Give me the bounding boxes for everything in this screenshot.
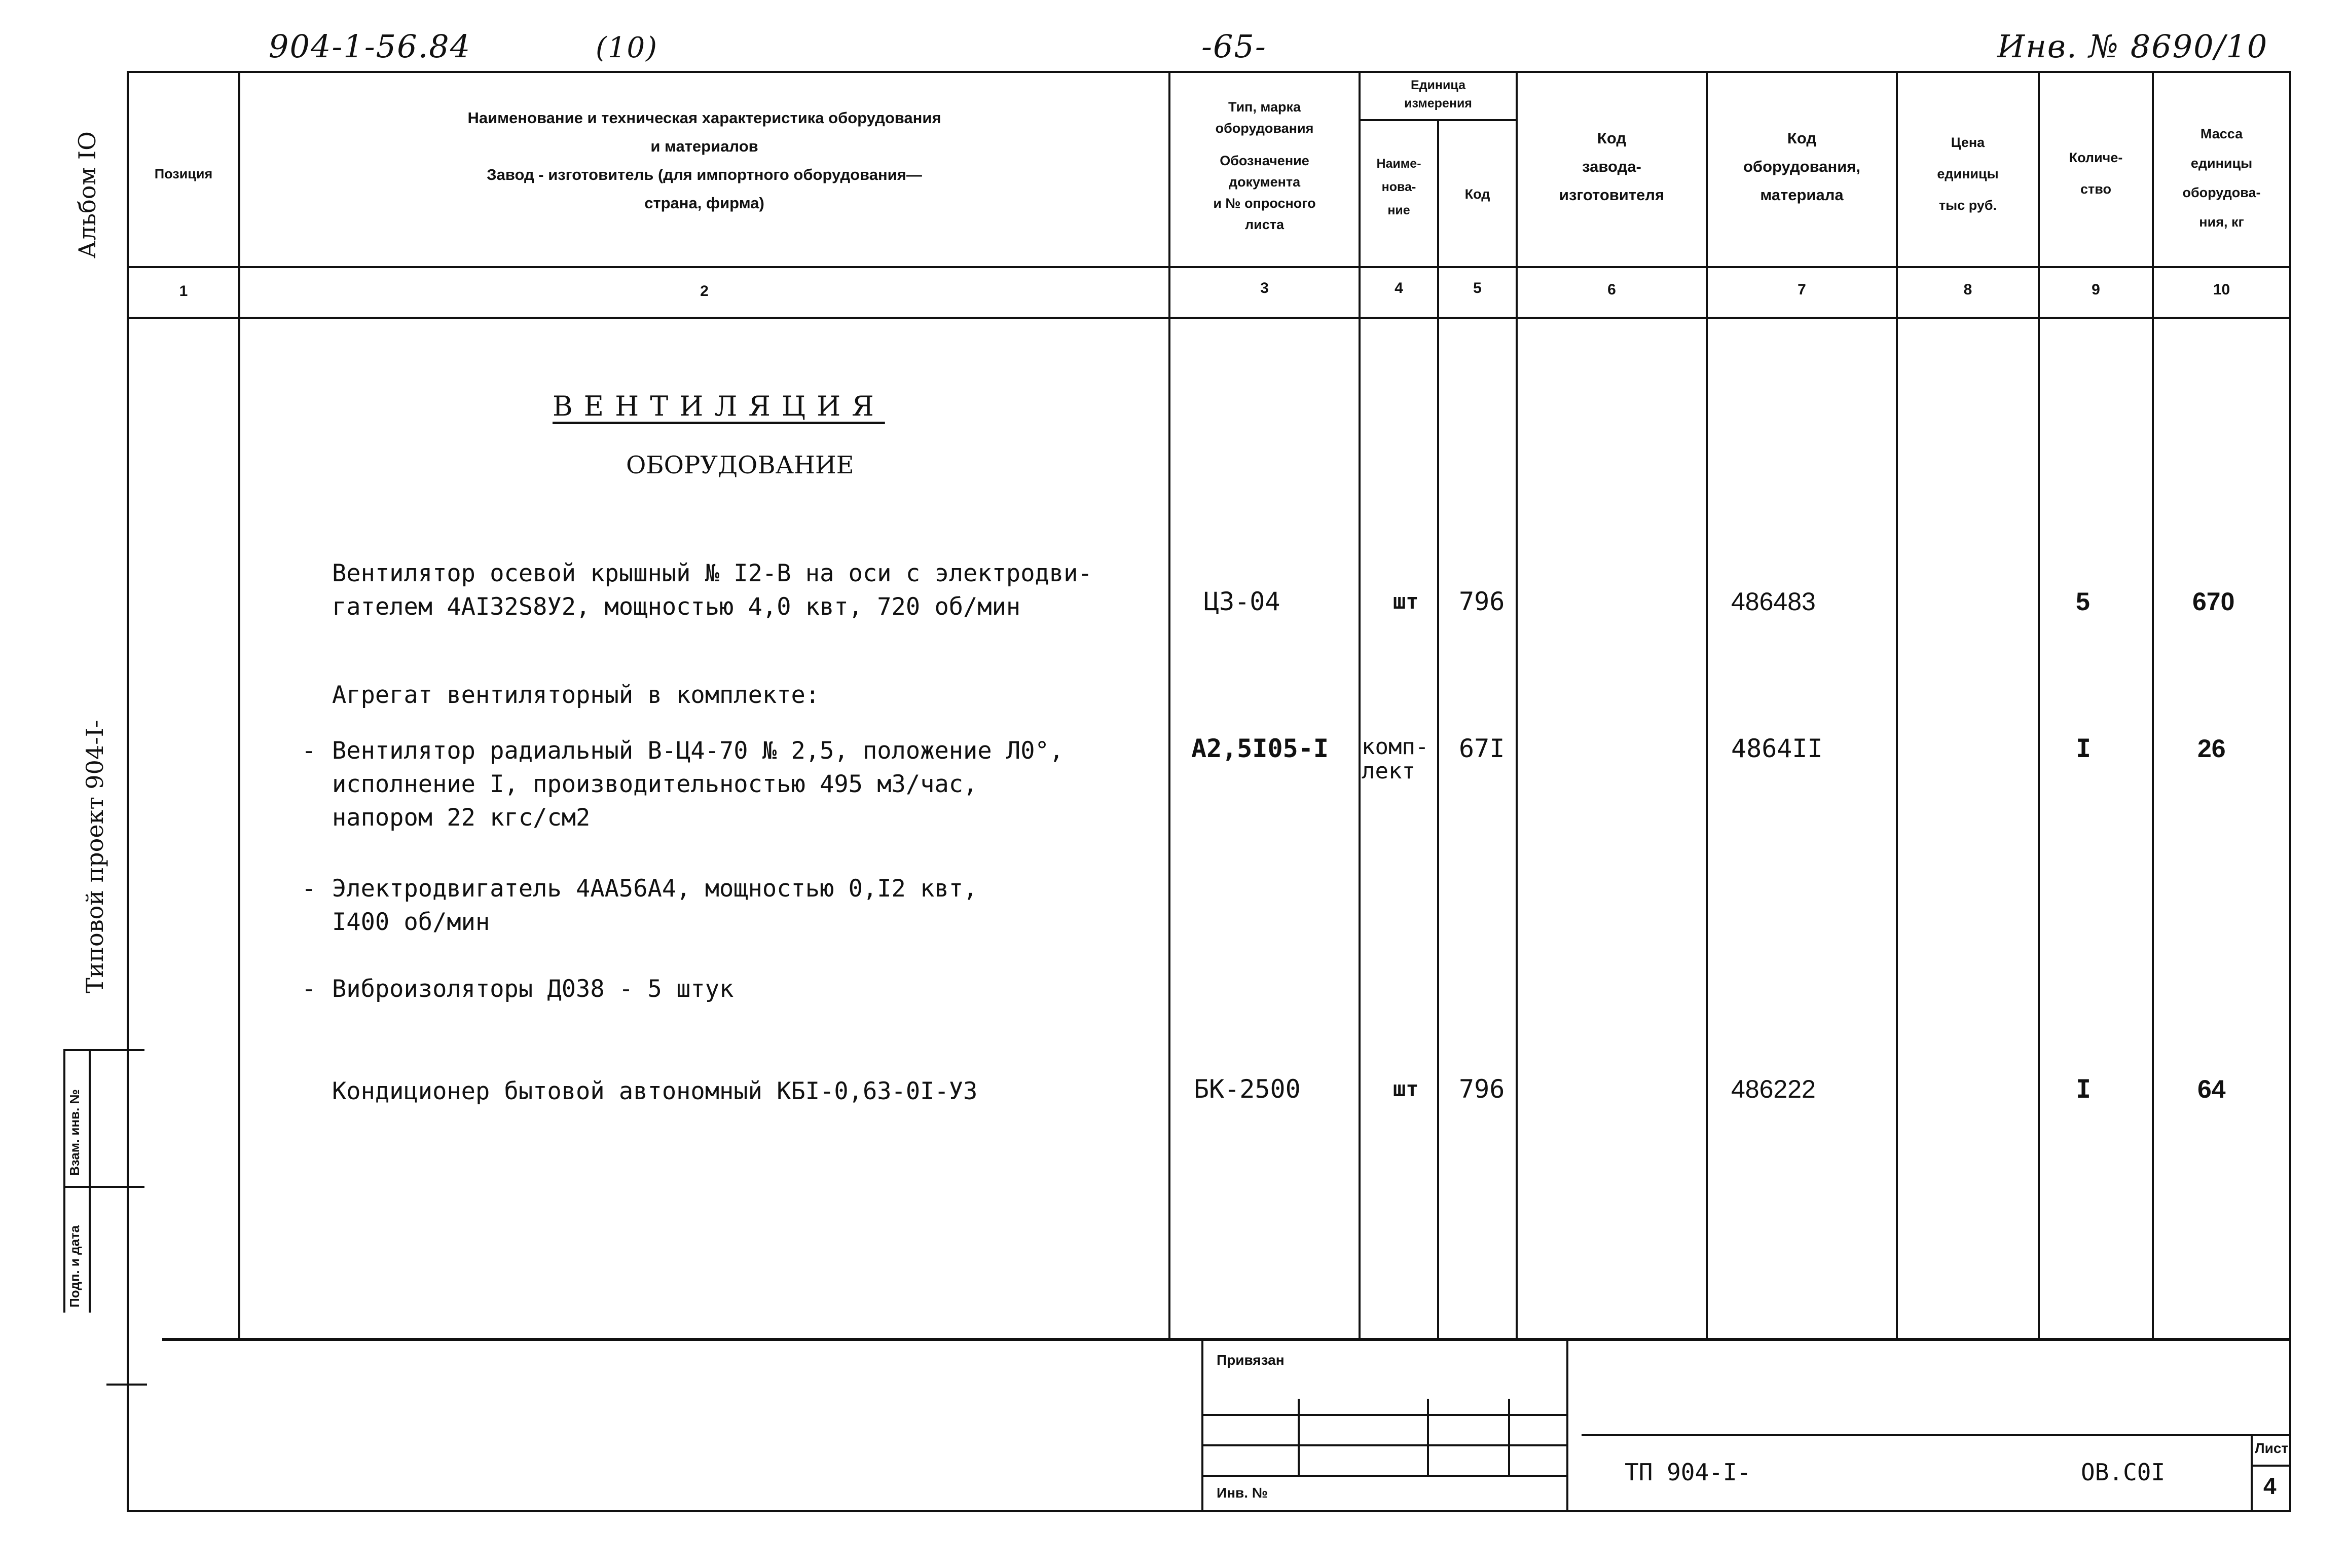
radial-description-line: Вентилятор радиальный В-Ц4-70 № 2,5, положение Л0°, <box>332 737 1064 765</box>
header-equip-line: оборудования, <box>1743 158 1860 175</box>
title-block-line <box>2251 1465 2291 1467</box>
header-type <box>1170 96 1359 235</box>
header-type-line: оборудования <box>1215 121 1314 136</box>
header-qty-line: Количе- <box>2069 150 2123 165</box>
column-line <box>1706 71 1708 1338</box>
aggregate-title: Агрегат вентиляторный в комплекте: <box>332 681 820 709</box>
radial-mass: 26 <box>2197 734 2226 763</box>
header-mass-line: ния, кг <box>2199 214 2244 230</box>
header-quantity <box>2040 142 2152 205</box>
fan-description-line: гателем 4АI32S8У2, мощностью 4,0 квт, 720 об/мин <box>332 593 1021 621</box>
section-subtitle: ОБОРУДОВАНИЕ <box>626 451 854 479</box>
column-number: 6 <box>1607 281 1616 298</box>
header-type-line: документа <box>1228 174 1301 190</box>
header-price-line: Цена <box>1951 135 1985 150</box>
header-name-line: Завод - изготовитель (для импортного оборудования— <box>487 166 922 183</box>
project-label: Типовой проект 904-I- <box>81 720 108 993</box>
stamp-line <box>63 1049 65 1313</box>
header-unit-line: Единица <box>1411 78 1465 92</box>
header-plant-code <box>1518 124 1706 209</box>
sheet-number: 4 <box>2263 1473 2277 1499</box>
header-name-line: страна, фирма) <box>644 194 764 212</box>
header-price-line: тыс руб. <box>1938 198 1997 213</box>
inventory-label: Инв. № <box>1217 1485 1268 1501</box>
header-name-line: Наименование и техническая характеристика оборудования <box>467 109 941 127</box>
header-name <box>240 104 1168 217</box>
header-type-line: Обозначение <box>1220 153 1309 168</box>
header-equip-line: материала <box>1760 186 1844 204</box>
title-block-line <box>1201 1444 1566 1446</box>
header-unit <box>1361 76 1516 113</box>
header-unit-name <box>1361 152 1437 222</box>
title-block-line <box>1566 1338 1568 1510</box>
header-unit-name-line: Наиме- <box>1376 157 1421 171</box>
header-qty-line: ство <box>2080 181 2111 197</box>
title-block-line <box>1582 1434 2291 1436</box>
radial-unit <box>1362 735 1428 783</box>
fan-unit-code: 796 <box>1459 587 1505 616</box>
header-position: Позиция <box>154 166 213 181</box>
header-divider <box>127 266 2291 268</box>
radial-unit-line: лект <box>1362 758 1415 784</box>
header-equipment-code <box>1708 124 1896 209</box>
radial-unit-line: комп- <box>1362 734 1429 760</box>
column-line <box>238 71 240 1338</box>
replaces-inv-label: Взам. инв. № <box>67 1089 82 1176</box>
column-number: 10 <box>2213 281 2230 298</box>
vibro-dash: - <box>302 975 316 1003</box>
motor-description-line: Электродвигатель 4АА56А4, мощностью 0,I2 квт, <box>332 875 978 903</box>
title-block-line <box>1201 1414 1566 1416</box>
column-line <box>1359 71 1361 1338</box>
motor-description-line: I400 об/мин <box>332 908 490 936</box>
title-block-line <box>2251 1434 2253 1510</box>
ac-unit: шт <box>1393 1076 1419 1101</box>
ac-unit-code: 796 <box>1459 1074 1505 1104</box>
page-number-handwritten: -65- <box>1201 28 1267 65</box>
title-block-line <box>1201 1475 1566 1477</box>
document-designation: ТП 904-I- <box>1625 1459 1751 1486</box>
stamp-line <box>89 1049 91 1313</box>
ac-mass: 64 <box>2197 1075 2226 1103</box>
column-line <box>1168 71 1170 1338</box>
ac-type: БК-2500 <box>1194 1074 1301 1104</box>
fan-type: Ц3-04 <box>1204 587 1280 616</box>
header-unit-name-line: нова- <box>1381 180 1416 194</box>
radial-type: А2,5I05-I <box>1191 734 1329 763</box>
column-number: 4 <box>1395 280 1403 296</box>
album-label: Альбом IO <box>74 131 101 258</box>
header-plant-line: изготовителя <box>1559 186 1665 204</box>
fan-quantity: 5 <box>2076 587 2090 616</box>
title-block-line <box>1508 1399 1510 1475</box>
radial-description-line: напором 22 кгс/см2 <box>332 804 591 832</box>
motor-dash: - <box>302 875 316 903</box>
radial-unit-code: 67I <box>1459 734 1505 763</box>
column-line <box>1516 71 1518 1338</box>
header-mass-line: оборудова- <box>2182 185 2261 200</box>
ac-quantity: I <box>2076 1074 2092 1104</box>
column-number: 2 <box>700 283 709 300</box>
column-number: 5 <box>1473 280 1482 296</box>
column-number: 8 <box>1963 281 1972 298</box>
title-block-line <box>1427 1399 1429 1475</box>
header-unit-line: измерения <box>1404 96 1472 110</box>
title-block-line <box>1201 1338 1203 1510</box>
header-plant-line: Код <box>1597 129 1627 147</box>
header-mass-line: единицы <box>2190 156 2253 171</box>
column-number: 1 <box>179 283 188 300</box>
header-mass <box>2154 119 2289 237</box>
header-unit-name-line: ние <box>1387 203 1410 217</box>
radial-equipment-code: 4864II <box>1731 734 1823 763</box>
header-divider <box>127 317 2291 319</box>
linked-label: Привязан <box>1217 1352 1285 1368</box>
header-type-line: листа <box>1244 217 1284 232</box>
header-price-line: единицы <box>1937 166 1999 181</box>
vibro-description: Виброизоляторы Д038 - 5 штук <box>332 975 734 1003</box>
fan-mass: 670 <box>2192 587 2235 616</box>
title-block-line <box>1298 1399 1300 1475</box>
sheet-code: ОВ.С0I <box>2081 1459 2166 1486</box>
table-bottom-line <box>162 1338 2291 1341</box>
frame-top <box>127 71 2291 73</box>
doc-code-handwritten: 904-1-56.84 <box>269 28 471 65</box>
column-number: 7 <box>1798 281 1806 298</box>
section-title: ВЕНТИЛЯЦИЯ <box>553 390 885 422</box>
inventory-number-handwritten: Инв. № 8690/10 <box>1997 28 2268 65</box>
column-number: 9 <box>2092 281 2100 298</box>
header-mass-line: Масса <box>2200 126 2243 141</box>
column-line <box>2152 71 2154 1338</box>
column-number: 3 <box>1260 280 1269 296</box>
sign-date-label: Подп. и дата <box>67 1225 82 1308</box>
frame-right <box>2289 71 2291 1510</box>
frame-bottom <box>127 1510 2291 1512</box>
radial-quantity: I <box>2076 734 2092 763</box>
column-line <box>1896 71 1898 1338</box>
header-equip-line: Код <box>1787 129 1817 147</box>
fan-description-line: Вентилятор осевой крышный № I2-В на оси с электродви- <box>332 559 1092 587</box>
fan-equipment-code: 486483 <box>1731 587 1816 616</box>
column-line <box>2038 71 2040 1338</box>
ac-description: Кондиционер бытовой автономный КБI-0,63-0I-У3 <box>332 1077 978 1105</box>
header-unit-code: Код <box>1464 186 1490 202</box>
radial-description-line: исполнение I, производительностью 495 м3/час, <box>332 770 978 798</box>
fan-unit: шт <box>1393 589 1419 614</box>
header-plant-line: завода- <box>1582 158 1641 175</box>
header-type-line: и № опросного <box>1213 196 1316 211</box>
stamp-line <box>63 1186 144 1188</box>
stamp-line <box>63 1049 144 1051</box>
column-line <box>1437 119 1439 1338</box>
sheet-label: Лист <box>2255 1440 2289 1456</box>
sheet-paren-handwritten: (10) <box>596 31 658 64</box>
header-type-line: Тип, марка <box>1228 99 1301 115</box>
radial-dash: - <box>302 737 316 765</box>
header-name-line: и материалов <box>650 137 758 155</box>
header-price <box>1898 127 2038 221</box>
ac-equipment-code: 486222 <box>1731 1075 1816 1103</box>
